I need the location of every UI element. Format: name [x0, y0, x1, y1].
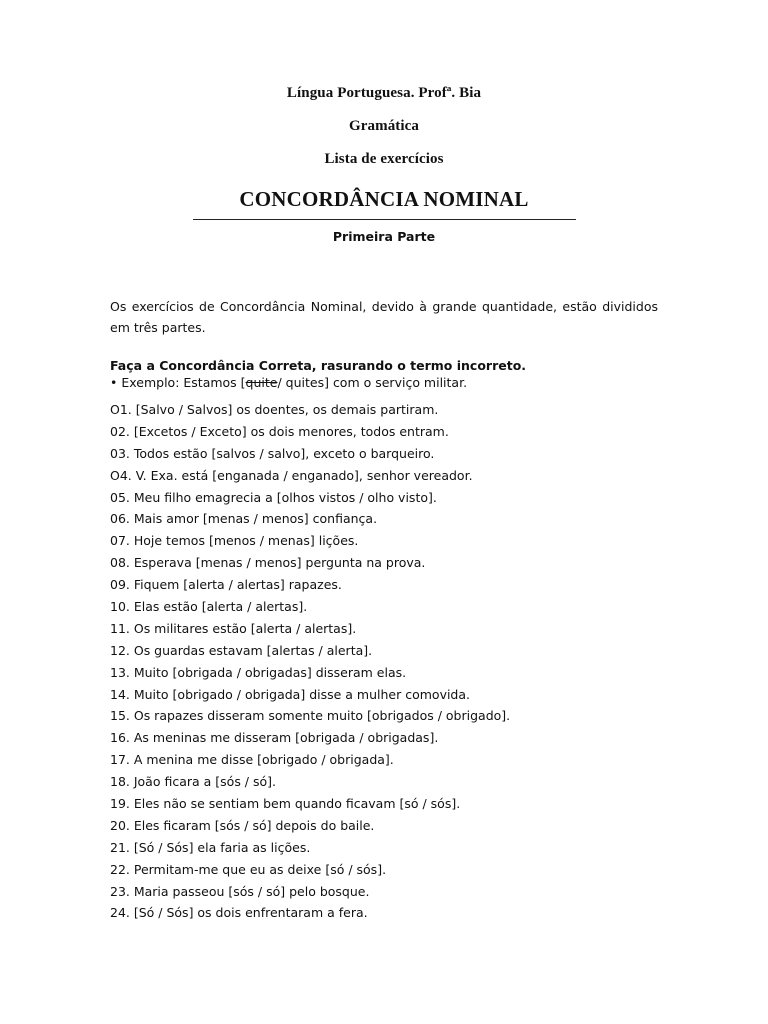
- exercise-item: 21. [Só / Sós] ela faria as lições.: [110, 839, 311, 855]
- example-suffix: / quites] com o serviço militar.: [277, 375, 468, 390]
- exercise-item: 09. Fiquem [alerta / alertas] rapazes.: [110, 577, 342, 593]
- example-prefix: Exemplo: Estamos [: [121, 375, 246, 390]
- exercise-item: 05. Meu filho emagrecia a [olhos vistos / olho visto].: [110, 489, 437, 505]
- exercise-item: 19. Eles não se sentiam bem quando ficavam [só / sós].: [110, 796, 461, 812]
- exercise-item: 16. As meninas me disseram [obrigada / obrigadas].: [110, 730, 439, 746]
- exercise-item: 17. A menina me disse [obrigado / obrigada].: [110, 752, 394, 768]
- exercise-item: 10. Elas estão [alerta / alertas].: [110, 599, 308, 615]
- example-struck-term: quite: [245, 375, 278, 390]
- header-subject: Gramática: [348, 118, 420, 134]
- bullet-icon: •: [110, 375, 118, 390]
- exercise-item: O4. V. Exa. está [enganada / enganado], senhor vereador.: [110, 467, 473, 483]
- title-underline: [193, 219, 576, 220]
- exercise-item: 07. Hoje temos [menos / menas] lições.: [110, 533, 359, 549]
- example-line: [110, 375, 467, 390]
- part-label: Primeira Parte: [332, 229, 436, 244]
- exercise-item: 20. Eles ficaram [sós / só] depois do baile.: [110, 817, 375, 833]
- exercise-item: 02. [Excetos / Exceto] os dois menores, todos entram.: [110, 423, 449, 439]
- instruction-heading: Faça a Concordância Correta, rasurando o termo incorreto.: [110, 358, 527, 373]
- exercise-item: 11. Os militares estão [alerta / alertas].: [110, 620, 357, 636]
- header-list-label: Lista de exercícios: [324, 151, 444, 167]
- exercise-item: 03. Todos estão [salvos / salvo], exceto o barqueiro.: [110, 445, 435, 461]
- intro-paragraph: Os exercícios de Concordância Nominal, devido à grande quantidade, estão divididos em três partes.: [110, 299, 658, 335]
- exercise-item: 12. Os guardas estavam [alertas / alerta].: [110, 642, 373, 658]
- exercise-item: 18. João ficara a [sós / só].: [110, 774, 276, 790]
- exercise-item: 06. Mais amor [menas / menos] confiança.: [110, 511, 378, 527]
- exercise-item: O1. [Salvo / Salvos] os doentes, os demais partiram.: [110, 402, 439, 417]
- exercise-item: 24. [Só / Sós] os dois enfrentaram a fera.: [110, 905, 368, 921]
- exercise-item: 23. Maria passeou [sós / só] pelo bosque.: [110, 883, 370, 899]
- exercise-list: [110, 399, 510, 924]
- exercise-item: 15. Os rapazes disseram somente muito [obrigados / obrigado].: [110, 708, 511, 724]
- header-course: Língua Portuguesa. Profª. Bia: [286, 85, 482, 101]
- exercise-item: 13. Muito [obrigada / obrigadas] disseram elas.: [110, 664, 407, 680]
- exercise-item: 14. Muito [obrigado / obrigada] disse a mulher comovida.: [110, 686, 471, 702]
- exercise-item: 22. Permitam-me que eu as deixe [só / sós].: [110, 861, 387, 877]
- exercise-item: 08. Esperava [menas / menos] pergunta na prova.: [110, 555, 426, 571]
- page-title: CONCORDÂNCIA NOMINAL: [239, 187, 529, 211]
